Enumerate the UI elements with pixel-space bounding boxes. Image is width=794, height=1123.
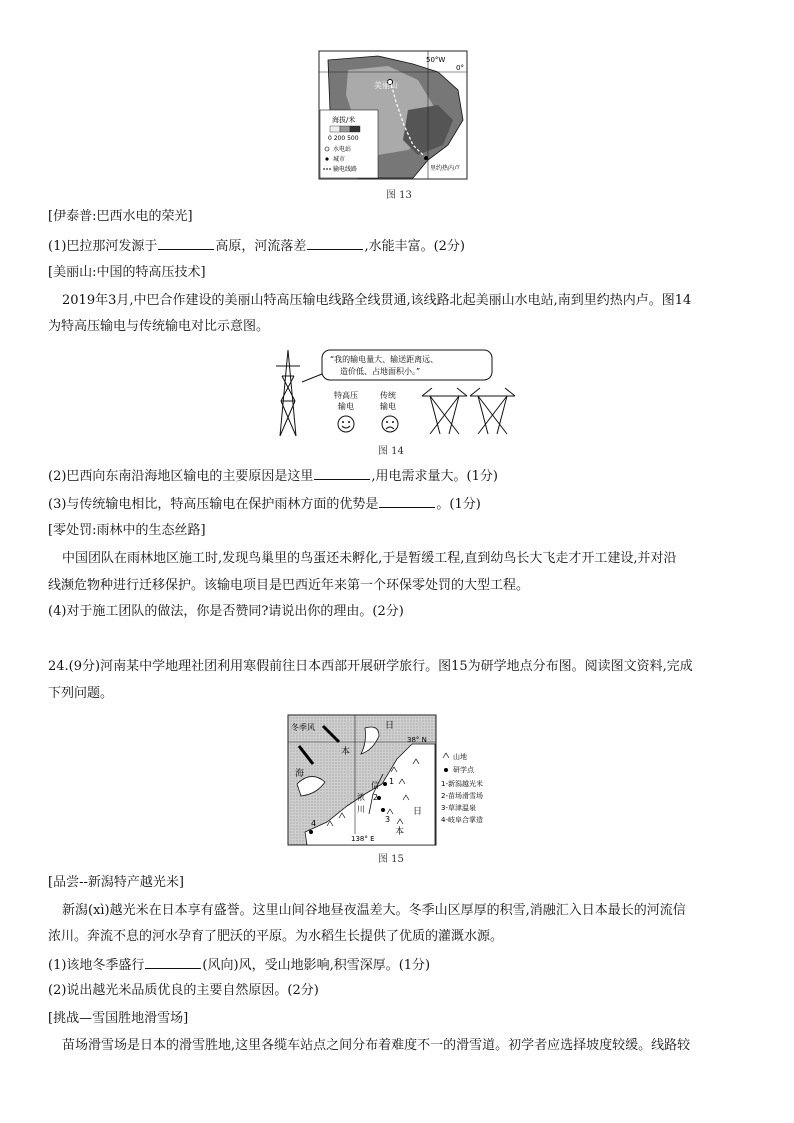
uhv-label: 特高压 xyxy=(334,391,358,400)
sad-face-icon xyxy=(382,416,398,432)
svg-text:研学点: 研学点 xyxy=(453,766,474,774)
traditional-tower-icon xyxy=(470,388,515,434)
question-24-line: 下列问题。 xyxy=(48,686,114,701)
uhv-tower-icon xyxy=(276,350,300,436)
svg-text:日: 日 xyxy=(413,807,423,817)
paragraph-line: 中国团队在雨林地区施工时,发现鸟巢里的鸟蛋还未孵化,于是暂缓工程,直到幼鸟长大飞走才开工建设,并对沿 xyxy=(62,551,677,566)
svg-text:信: 信 xyxy=(371,781,379,790)
paragraph-line: 2019年3月,中巴合作建设的美丽山特高压输电线路全线贯通,该线路北起美丽山水电站,南到里约热内卢。图14 xyxy=(62,293,692,308)
svg-text:1-新潟越光米: 1-新潟越光米 xyxy=(441,780,483,788)
svg-text:本: 本 xyxy=(341,747,351,757)
question-2: (2)巴西向东南沿海地区输电的主要原因是这里 ,用电需求量大。(1分) xyxy=(48,469,498,484)
svg-text:1: 1 xyxy=(389,777,395,786)
question-1: (1)该地冬季盛行 (风向)风，受山地影响,积雪深厚。(1分) xyxy=(48,958,431,973)
svg-text:3-草津温泉: 3-草津温泉 xyxy=(441,804,476,812)
section-heading-ski: [挑战—雪国胜地滑雪场] xyxy=(48,1011,189,1026)
japan-map xyxy=(287,714,507,846)
study-point-4 xyxy=(309,830,313,834)
transmission-comparison xyxy=(272,346,522,442)
city-marker xyxy=(424,156,428,160)
figure-14-caption: 图 14 xyxy=(378,446,404,457)
lon-label: 50°W xyxy=(426,56,446,64)
paragraph-line: 为特高压输电与传统输电对比示意图。 xyxy=(48,319,270,334)
traditional-label: 传统 xyxy=(380,391,396,400)
svg-text:2: 2 xyxy=(373,793,379,802)
question-24-line: 24.(9分)河南某中学地理社团利用寒假前往日本西部开展研学旅行。图15为研学地点分布图。阅读图文资料,完成 xyxy=(48,659,693,674)
brazil-map xyxy=(318,50,468,180)
map-legend xyxy=(441,752,483,824)
svg-text:3: 3 xyxy=(385,815,391,824)
paragraph-line: 线濒危物种进行迁移保护。该输电项目是巴西近年来第一个环保零处罚的大型工程。 xyxy=(48,578,530,593)
svg-text:海: 海 xyxy=(295,769,305,779)
figure-13-caption: 图 13 xyxy=(386,190,412,201)
section-heading-belo-monte: [美丽山:中国的特高压技术] xyxy=(48,265,206,280)
svg-text:“我的输电量大、输送距离远、: “我的输电量大、输送距离远、 xyxy=(330,355,439,364)
svg-text:水电站: 水电站 xyxy=(333,146,352,153)
answer-blank[interactable] xyxy=(314,467,370,480)
svg-text:2-苗场滑雪场: 2-苗场滑雪场 xyxy=(441,792,483,800)
svg-text:0 200 500: 0 200 500 xyxy=(328,135,359,142)
svg-text:日: 日 xyxy=(385,721,395,731)
answer-blank[interactable] xyxy=(145,956,201,969)
question-4: (4)对于施工团队的做法，你是否赞同?请说出你的理由。(2分) xyxy=(48,604,404,619)
paragraph-line: 苗场滑雪场是日本的滑雪胜地,这里各缆车站点之间分布着难度不一的滑雪道。初学者应选择坡度较缓。线路较 xyxy=(62,1038,691,1053)
point-icon xyxy=(444,768,448,772)
lat-label: 0° xyxy=(456,64,464,72)
lat-label: 38° N xyxy=(407,736,427,744)
svg-text:输电: 输电 xyxy=(380,402,396,411)
traditional-tower-icon xyxy=(422,388,467,434)
study-point-3 xyxy=(381,808,385,812)
wind-label: 冬季风 xyxy=(291,723,315,732)
answer-blank[interactable] xyxy=(307,237,363,250)
answer-blank[interactable] xyxy=(379,495,435,508)
section-heading-rice: [品尝--新潟特产越光米] xyxy=(48,875,184,890)
question-1: (1)巴拉那河发源于 高原，河流落差 ,水能丰富。(2分) xyxy=(48,239,465,254)
lon-label: 138° E xyxy=(351,835,375,843)
svg-text:输电线路: 输电线路 xyxy=(333,166,358,173)
figure-15-map xyxy=(287,714,507,846)
belo-monte-label: 美丽山 xyxy=(374,81,398,90)
figure-13-map xyxy=(318,50,468,180)
svg-text:4: 4 xyxy=(311,819,317,828)
question-3: (3)与传统输电相比，特高压输电在保护雨林方面的优势是 。(1分) xyxy=(48,497,481,512)
svg-text:城市: 城市 xyxy=(333,156,346,163)
svg-text:造价低、占地面积小。”: 造价低、占地面积小。” xyxy=(340,367,421,376)
rio-label: 里约热内卢 xyxy=(430,165,461,172)
question-2: (2)说出越光米品质优良的主要自然原因。(2分) xyxy=(48,983,319,998)
figure-14-diagram xyxy=(272,346,522,442)
svg-text:本: 本 xyxy=(395,827,405,837)
smile-face-icon xyxy=(338,416,354,432)
svg-text:浓: 浓 xyxy=(357,793,365,802)
mountain-icon xyxy=(443,753,449,758)
answer-blank[interactable] xyxy=(158,237,214,250)
svg-text:山地: 山地 xyxy=(453,753,467,761)
study-point-1 xyxy=(383,782,387,786)
paragraph-line: 新潟(xì)越光米在日本享有盛誉。这里山间谷地昼夜温差大。冬季山区厚厚的积雪,消融汇入日本最长的河流信 xyxy=(62,903,686,918)
paragraph-line: 浓川。奔流不息的河水孕育了肥沃的平原。为水稻生长提供了优质的灌溉水源。 xyxy=(48,929,504,944)
svg-text:海拔/米: 海拔/米 xyxy=(332,116,356,124)
section-heading-eco-silk-road: [零处罚:雨林中的生态丝路] xyxy=(48,523,206,538)
figure-15-caption: 图 15 xyxy=(378,854,404,865)
svg-text:4-岐阜合掌造: 4-岐阜合掌造 xyxy=(441,816,483,824)
svg-text:输电: 输电 xyxy=(338,402,354,411)
svg-text:川: 川 xyxy=(357,805,365,814)
map-legend xyxy=(320,110,378,178)
section-heading-itaipu: [伊泰普:巴西水电的荣光] xyxy=(48,209,193,224)
